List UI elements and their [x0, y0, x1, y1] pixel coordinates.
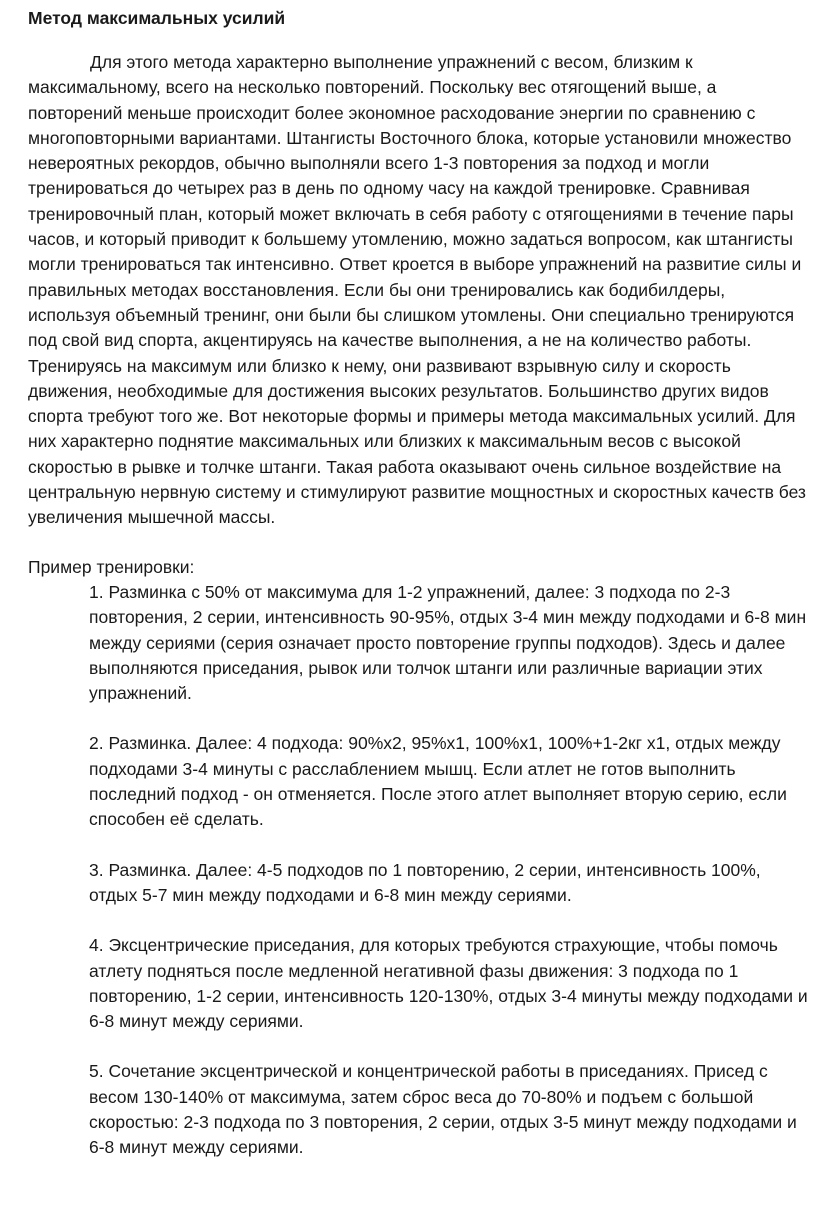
list-item: 3. Разминка. Далее: 4-5 подходов по 1 повторению, 2 серии, интенсивность 100%, отдых 5-7 мин между подходами и 6-8 мин между сериями.: [89, 859, 761, 905]
list-item: 4. Эксцентрические приседания, для которых требуются страхующие, чтобы помочь атлету подняться после медленной негативной фазы движения: 3 подхода по 1 повторению, 1-2 серии, интенсивность 120-130%, отдых 3-4 минуты между подходами и 6-8 минут между сериями.: [89, 935, 808, 1032]
example-list: [28, 580, 808, 1161]
document-title: Метод максимальных усилий: [28, 8, 286, 28]
main-paragraph: Для этого метода характерно выполнение упражнений с весом, близким к максимальному, всего на несколько повторений. Поскольку вес отягощений выше, а повторений меньше происходит более экономное расходование энергии по сравнению с многоповторными вариантами. Штангисты Восточного блока, которые установили множество невероятных рекордов, обычно выполняли всего 1-3 повторения за подход и могли тренироваться до четырех раз в день по одному часу на каждой тренировке. Сравнивая тренировочный план, который может включать в себя работу с отягощениями в течение пары часов, и который приводит к большему утомлению, можно задаться вопросом, как штангисты могли тренироваться так интенсивно. Ответ кроется в выборе упражнений на развитие силы и правильных методах восстановления. Если бы они тренировались как бодибилдеры, используя объемный тренинг, они были бы слишком утомлены. Они специально тренируются под свой вид спорта, акцентируясь на качестве выполнения, а не на количество работы. Тренируясь на максимум или близко к нему, они развивают взрывную силу и скорость движения, необходимые для достижения высоких результатов. Большинство других видов спорта требуют того же. Вот некоторые формы и примеры метода максимальных усилий. Для них характерно поднятие максимальных или близких к максимальным весов с высокой скоростью в рывке и толчке штанги. Такая работа оказывают очень сильное воздействие на центральную нервную систему и стимулируют развитие мощностных и скоростных качеств без увеличения мышечной массы.: [28, 52, 806, 528]
list-item: 2. Разминка. Далее: 4 подхода: 90%х2, 95%х1, 100%х1, 100%+1-2кг х1, отдых между подходами 3-4 минуты с расслаблением мышц. Если атлет не готов выполнить последний подход - он отменяется. После этого атлет выполняет вторую серию, если способен её сделать.: [89, 733, 787, 830]
example-label: Пример тренировки:: [28, 556, 195, 577]
list-item: 5. Сочетание эксцентрической и концентрической работы в приседаниях. Присед с весом 130-140% от максимума, затем сброс веса до 70-80% и подъем с большой скоростью: 2-3 подхода по 3 повторения, 2 серии, отдых 3-5 минут между подходами и 6-8 минут между сериями.: [89, 1061, 797, 1158]
list-item: 1. Разминка с 50% от максимума для 1-2 упражнений, далее: 3 подхода по 2-3 повторения, 2 серии, интенсивность 90-95%, отдых 3-4 мин между подходами и 6-8 мин между сериями (серия означает просто повторение группы подходов). Здесь и далее выполняются приседания, рывок или толчок штанги или различные вариации этих упражнений.: [89, 581, 807, 704]
